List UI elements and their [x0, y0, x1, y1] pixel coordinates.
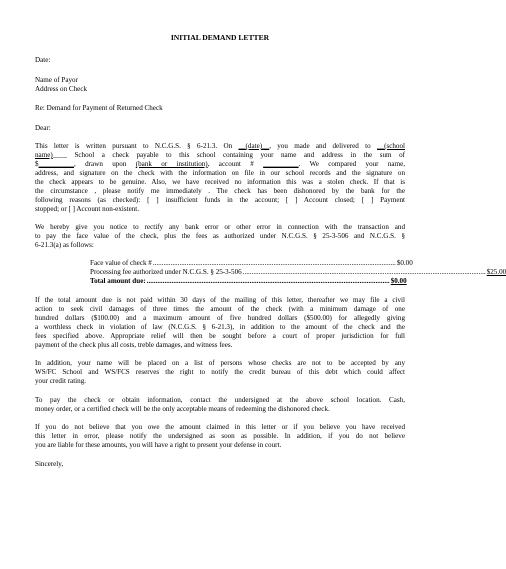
paragraph-5-line: money order, or a certified check will be the only acceptable means of redeeming the dishonored check. — [35, 405, 330, 413]
date-label: Date: — [35, 56, 51, 64]
bank-blank: (bank or institution) — [135, 160, 208, 168]
fee-row-face-value: Face value of check # ......................................................................................................................................... $0.00 — [90, 259, 413, 267]
paragraph-3-line: action to seek civil damages of three times the amount of the check (with a minimum damage of one — [35, 305, 405, 313]
paragraph-1-line-2: name)____ School a check payable to this school containing your name and address in the sum of — [35, 151, 405, 159]
fee-amount: $0.00 — [390, 277, 407, 285]
date-blank: __(date)__ — [238, 142, 270, 150]
letter-title: INITIAL DEMAND LETTER — [170, 33, 270, 42]
paragraph-5-line: To pay the check or obtain information, contact the undersigned at the above school location. Cash, — [35, 396, 405, 404]
re-line: Re: Demand for Payment of Returned Check — [35, 104, 163, 112]
payor-address: Address on Check — [35, 85, 88, 93]
fee-amount: $0.00 — [396, 259, 413, 267]
fee-row-total: Total amount due: ......................................................................................................................................... $0.00 — [90, 277, 407, 285]
paragraph-2-line-1: We hereby give you notice to rectify any bank error or other error in connection with the transaction and — [35, 223, 405, 231]
paragraph-1-line-5: the check appears to be genuine. Also, we have received no information this was a stolen check. If that is — [35, 178, 405, 186]
fee-amount: $25.00 — [486, 268, 506, 276]
amount-blank: __________ — [38, 160, 75, 168]
paragraph-3-line: If the total amount due is not paid within 30 days of the mailing of this letter, thereafter we may file a civil — [35, 296, 405, 304]
paragraph-4-line: WS/FC School and WS/FCS reserves the right to notify the credit bureau of this debt which could affect — [35, 368, 405, 376]
school-blank: __(school — [377, 142, 405, 150]
paragraph-2-line-2: to pay the face value of the check, plus the fees as authorized under N.C.G.S. § 25-3-506 and N.C.G.S. § — [35, 232, 405, 240]
paragraph-3-line: payment of the check plus all costs, treble damages, and witness fees. — [35, 341, 233, 349]
fee-row-processing: Processing fee authorized under N.C.G.S. § 25-3-506 ......................................................................................................................................... $25.00 — [90, 268, 506, 276]
paragraph-4-line: your credit rating. — [35, 377, 87, 385]
paragraph-1-line-4: address, and signature on the check with the information on file in our school records and the signature on — [35, 169, 405, 177]
paragraph-1-line-1: This letter is written pursuant to N.C.G.S. § 6-21.3. On __(date)__, you made and delivered to __(school — [35, 142, 405, 150]
paragraph-1-line-3: $__________, drawn upon (bank or institution), account # __________. We compared your name, — [35, 160, 406, 168]
paragraph-3-line: fees specified above. Appropriate relief will then be sought before a court of proper jurisdiction for full — [35, 332, 405, 340]
paragraph-1-line-8: stopped; or [ ] Account non-existent. — [35, 205, 140, 213]
paragraph-6-line: you are liable for these amounts, you will have a right to present your defense in court. — [35, 441, 282, 449]
paragraph-3-line: a worthless check in violation of law (N.C.G.S. § 6-21.3), in addition to the amount of the check and the — [35, 323, 405, 331]
account-blank: __________ — [263, 160, 299, 168]
salutation: Dear: — [35, 124, 51, 132]
paragraph-2-line-3: 6-21.3(a) as follows: — [35, 241, 94, 249]
paragraph-1-line-6: the circumstance , please notify me immediately . The check has been dishonored by the bank for the — [35, 187, 405, 195]
paragraph-6-line: If you do not believe that you owe the amount claimed in this letter or if you believe you have received — [35, 423, 405, 431]
payor-name: Name of Payor — [35, 76, 78, 84]
paragraph-4-line: In addition, your name will be placed on a list of persons whose checks are not to be accepted by any — [35, 359, 405, 367]
paragraph-1-line-7: following reasons (as checked): [ ] insufficient funds in the account; [ ] Account closed; [ ] Payment — [35, 196, 405, 204]
closing: Sincerely, — [35, 460, 64, 468]
paragraph-3-line: hundred dollars ($100.00) and a maximum amount of five hundred dollars ($500.00) for allegedly giving — [35, 314, 405, 322]
paragraph-6-line: this letter in error, please notify the undersigned as soon as possible. In addition, if you do not believe — [35, 432, 405, 440]
